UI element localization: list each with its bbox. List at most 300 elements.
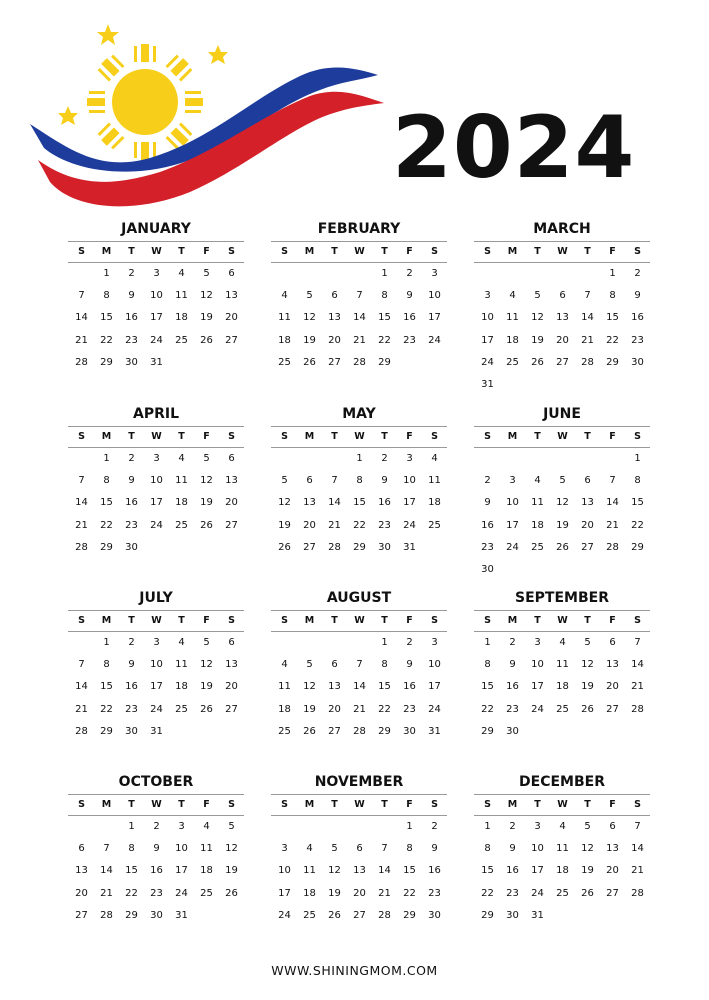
day-cell: 18 xyxy=(175,681,188,693)
day-cell: 17 xyxy=(428,312,441,324)
day-cell: 15 xyxy=(403,865,416,877)
day-cell: 1 xyxy=(609,268,616,279)
weekday-label: T xyxy=(584,615,591,626)
day-cell: 18 xyxy=(428,497,441,509)
weekday-label: F xyxy=(609,246,616,257)
day-cell: 19 xyxy=(581,681,594,693)
day-cell: 27 xyxy=(225,334,238,346)
day-cell: 12 xyxy=(200,475,213,487)
day-cell: 11 xyxy=(278,681,291,693)
day-cell: 11 xyxy=(303,865,316,877)
day-cell: 9 xyxy=(634,290,641,302)
day-cell: 25 xyxy=(556,703,569,715)
month-name: JULY xyxy=(139,590,173,606)
day-cell: 24 xyxy=(531,703,544,715)
day-cell: 14 xyxy=(75,312,88,324)
day-cell: 26 xyxy=(200,519,213,531)
day-cell: 18 xyxy=(278,703,291,715)
day-cell: 22 xyxy=(378,703,391,715)
day-cell: 28 xyxy=(631,887,644,899)
day-cell: 5 xyxy=(559,475,566,487)
day-cell: 13 xyxy=(328,312,341,324)
weekday-label: S xyxy=(431,246,438,257)
day-cell: 24 xyxy=(150,334,163,346)
day-cell: 6 xyxy=(356,843,363,855)
weekday-header-row xyxy=(474,794,650,816)
day-cell: 5 xyxy=(584,821,591,832)
day-cell: 12 xyxy=(200,659,213,671)
day-cell: 23 xyxy=(125,519,138,531)
day-cell: 29 xyxy=(403,909,416,921)
weekday-label: T xyxy=(331,799,338,810)
month-name: NOVEMBER xyxy=(314,774,404,790)
day-cell: 8 xyxy=(381,290,388,302)
weekday-label: M xyxy=(507,246,518,257)
day-cell: 10 xyxy=(428,659,441,671)
weekday-label: T xyxy=(128,799,135,810)
weekday-label: W xyxy=(557,246,568,257)
day-cell: 11 xyxy=(506,312,519,324)
day-cell: 10 xyxy=(150,659,163,671)
day-cell: 18 xyxy=(175,497,188,509)
month-block-february xyxy=(271,220,447,400)
day-cell: 19 xyxy=(531,334,544,346)
weekday-label: T xyxy=(584,799,591,810)
day-cell: 6 xyxy=(609,821,616,832)
day-cell: 12 xyxy=(531,312,544,324)
day-cell: 9 xyxy=(431,843,438,855)
day-cell: 22 xyxy=(378,334,391,346)
day-cell: 25 xyxy=(428,519,441,531)
day-cell: 18 xyxy=(531,519,544,531)
day-cell: 8 xyxy=(609,290,616,302)
day-cell: 22 xyxy=(100,703,113,715)
weekday-label: M xyxy=(507,615,518,626)
day-cell: 6 xyxy=(609,637,616,648)
month-block-november xyxy=(271,773,447,953)
day-cell: 18 xyxy=(303,887,316,899)
day-cell: 26 xyxy=(278,541,291,553)
day-cell: 11 xyxy=(200,843,213,855)
month-name: JUNE xyxy=(543,406,581,422)
weekday-label: S xyxy=(484,799,491,810)
day-cell: 4 xyxy=(281,290,288,302)
weekday-header-row xyxy=(474,610,650,632)
website-footer: WWW.SHININGMOM.COM xyxy=(271,963,438,978)
day-cell: 20 xyxy=(225,497,238,509)
month-name: MARCH xyxy=(533,221,591,237)
day-cell: 15 xyxy=(100,312,113,324)
day-cell: 15 xyxy=(125,865,138,877)
day-cell: 6 xyxy=(228,637,235,648)
weekday-label: F xyxy=(406,615,413,626)
day-cell: 27 xyxy=(353,909,366,921)
day-cell: 30 xyxy=(506,909,519,921)
day-cell: 6 xyxy=(331,659,338,671)
day-cell: 27 xyxy=(581,541,594,553)
day-cell: 21 xyxy=(353,334,366,346)
day-cell: 23 xyxy=(150,887,163,899)
day-cell: 26 xyxy=(303,356,316,368)
day-cell: 13 xyxy=(225,475,238,487)
day-cell: 20 xyxy=(225,681,238,693)
weekday-header-row xyxy=(271,794,447,816)
day-cell: 7 xyxy=(634,821,641,832)
day-cell: 29 xyxy=(378,356,391,368)
day-cell: 22 xyxy=(353,519,366,531)
day-cell: 21 xyxy=(75,703,88,715)
day-cell: 29 xyxy=(606,356,619,368)
weekday-label: W xyxy=(151,246,162,257)
day-cell: 14 xyxy=(631,843,644,855)
weekday-label: S xyxy=(634,615,641,626)
day-cell: 31 xyxy=(150,356,163,368)
weekday-label: S xyxy=(78,615,85,626)
day-cell: 16 xyxy=(125,312,138,324)
day-cell: 30 xyxy=(150,909,163,921)
weekday-label: S xyxy=(228,246,235,257)
day-cell: 10 xyxy=(506,497,519,509)
day-cell: 13 xyxy=(606,843,619,855)
weekday-label: T xyxy=(534,799,541,810)
day-cell: 24 xyxy=(531,887,544,899)
day-cell: 11 xyxy=(556,843,569,855)
day-cell: 29 xyxy=(100,541,113,553)
day-cell: 23 xyxy=(506,703,519,715)
day-cell: 16 xyxy=(125,497,138,509)
day-cell: 30 xyxy=(403,725,416,737)
day-cell: 30 xyxy=(631,356,644,368)
day-cell: 26 xyxy=(581,703,594,715)
day-cell: 19 xyxy=(200,312,213,324)
day-cell: 24 xyxy=(403,519,416,531)
day-cell: 24 xyxy=(506,541,519,553)
day-cell: 9 xyxy=(406,290,413,302)
weekday-label: S xyxy=(484,246,491,257)
day-cell: 22 xyxy=(403,887,416,899)
day-cell: 19 xyxy=(303,334,316,346)
day-cell: 19 xyxy=(303,703,316,715)
day-cell: 17 xyxy=(428,681,441,693)
day-cell: 8 xyxy=(484,659,491,671)
day-cell: 15 xyxy=(606,312,619,324)
weekday-label: M xyxy=(101,799,112,810)
day-cell: 13 xyxy=(556,312,569,324)
day-cell: 3 xyxy=(153,268,160,279)
day-cell: 13 xyxy=(353,865,366,877)
day-cell: 9 xyxy=(406,659,413,671)
weekday-header-row xyxy=(474,241,650,263)
weekday-label: T xyxy=(381,799,388,810)
weekday-label: S xyxy=(281,431,288,442)
day-cell: 22 xyxy=(606,334,619,346)
day-cell: 23 xyxy=(631,334,644,346)
day-cell: 12 xyxy=(328,865,341,877)
day-cell: 8 xyxy=(406,843,413,855)
day-cell: 8 xyxy=(103,475,110,487)
day-cell: 14 xyxy=(606,497,619,509)
weekday-label: F xyxy=(609,431,616,442)
day-cell: 15 xyxy=(378,681,391,693)
weekday-label: S xyxy=(431,431,438,442)
weekday-label: M xyxy=(101,615,112,626)
day-cell: 26 xyxy=(581,887,594,899)
day-cell: 19 xyxy=(225,865,238,877)
day-cell: 14 xyxy=(100,865,113,877)
day-cell: 7 xyxy=(78,659,85,671)
weekday-label: T xyxy=(534,246,541,257)
day-cell: 24 xyxy=(175,887,188,899)
weekday-label: S xyxy=(78,799,85,810)
day-cell: 1 xyxy=(406,821,413,832)
weekday-label: S xyxy=(634,799,641,810)
day-cell: 16 xyxy=(506,681,519,693)
day-cell: 29 xyxy=(100,725,113,737)
day-cell: 28 xyxy=(581,356,594,368)
day-cell: 23 xyxy=(125,703,138,715)
day-cell: 12 xyxy=(225,843,238,855)
month-block-july xyxy=(68,589,244,769)
day-cell: 7 xyxy=(356,659,363,671)
day-cell: 6 xyxy=(228,453,235,464)
day-cell: 20 xyxy=(606,865,619,877)
weekday-label: W xyxy=(151,431,162,442)
day-cell: 21 xyxy=(606,519,619,531)
day-cell: 15 xyxy=(100,681,113,693)
day-cell: 15 xyxy=(353,497,366,509)
day-cell: 22 xyxy=(125,887,138,899)
day-cell: 6 xyxy=(331,290,338,302)
day-cell: 30 xyxy=(125,356,138,368)
day-cell: 13 xyxy=(75,865,88,877)
day-cell: 3 xyxy=(153,453,160,464)
day-cell: 22 xyxy=(100,519,113,531)
day-cell: 24 xyxy=(428,334,441,346)
day-cell: 24 xyxy=(278,909,291,921)
day-cell: 10 xyxy=(150,475,163,487)
weekday-label: T xyxy=(178,615,185,626)
day-cell: 9 xyxy=(484,497,491,509)
day-cell: 4 xyxy=(559,637,566,648)
day-cell: 25 xyxy=(531,541,544,553)
day-cell: 27 xyxy=(328,725,341,737)
day-cell: 25 xyxy=(175,703,188,715)
day-cell: 31 xyxy=(531,909,544,921)
weekday-label: W xyxy=(557,799,568,810)
weekday-label: T xyxy=(128,246,135,257)
weekday-label: F xyxy=(609,799,616,810)
day-cell: 13 xyxy=(303,497,316,509)
weekday-header-row xyxy=(474,426,650,448)
day-cell: 11 xyxy=(278,312,291,324)
day-cell: 1 xyxy=(128,821,135,832)
day-cell: 8 xyxy=(103,659,110,671)
weekday-label: M xyxy=(507,799,518,810)
day-cell: 2 xyxy=(128,268,135,279)
day-cell: 5 xyxy=(584,637,591,648)
day-cell: 23 xyxy=(506,887,519,899)
weekday-label: S xyxy=(484,431,491,442)
day-cell: 19 xyxy=(278,519,291,531)
day-cell: 29 xyxy=(631,541,644,553)
day-cell: 26 xyxy=(556,541,569,553)
day-cell: 7 xyxy=(356,290,363,302)
day-cell: 19 xyxy=(200,497,213,509)
day-cell: 12 xyxy=(303,681,316,693)
day-cell: 23 xyxy=(481,541,494,553)
day-cell: 14 xyxy=(353,681,366,693)
day-cell: 5 xyxy=(203,268,210,279)
day-cell: 20 xyxy=(581,519,594,531)
weekday-label: T xyxy=(331,431,338,442)
day-cell: 11 xyxy=(175,659,188,671)
day-cell: 8 xyxy=(128,843,135,855)
weekday-label: T xyxy=(178,246,185,257)
day-cell: 30 xyxy=(125,541,138,553)
day-cell: 27 xyxy=(606,703,619,715)
day-cell: 27 xyxy=(225,519,238,531)
day-cell: 7 xyxy=(331,475,338,487)
month-name: JANUARY xyxy=(121,221,191,237)
day-cell: 7 xyxy=(381,843,388,855)
day-cell: 10 xyxy=(481,312,494,324)
day-cell: 21 xyxy=(581,334,594,346)
weekday-label: T xyxy=(584,431,591,442)
day-cell: 20 xyxy=(328,703,341,715)
weekday-label: T xyxy=(331,246,338,257)
day-cell: 31 xyxy=(428,725,441,737)
weekday-header-row xyxy=(271,241,447,263)
day-cell: 2 xyxy=(634,268,641,279)
day-cell: 30 xyxy=(481,564,494,575)
day-cell: 22 xyxy=(481,703,494,715)
day-cell: 23 xyxy=(125,334,138,346)
weekday-label: S xyxy=(431,615,438,626)
day-cell: 28 xyxy=(75,541,88,553)
weekday-label: T xyxy=(128,431,135,442)
year-title: 2024 xyxy=(392,98,636,198)
weekday-label: T xyxy=(178,799,185,810)
day-cell: 14 xyxy=(328,497,341,509)
day-cell: 8 xyxy=(381,659,388,671)
day-cell: 3 xyxy=(431,637,438,648)
day-cell: 2 xyxy=(153,821,160,832)
day-cell: 19 xyxy=(556,519,569,531)
day-cell: 20 xyxy=(353,887,366,899)
day-cell: 18 xyxy=(200,865,213,877)
day-cell: 1 xyxy=(381,637,388,648)
month-name: DECEMBER xyxy=(519,774,605,790)
day-cell: 22 xyxy=(100,334,113,346)
day-cell: 21 xyxy=(631,865,644,877)
day-cell: 28 xyxy=(606,541,619,553)
day-cell: 20 xyxy=(556,334,569,346)
day-cell: 3 xyxy=(431,268,438,279)
day-cell: 6 xyxy=(78,843,85,855)
day-cell: 17 xyxy=(278,887,291,899)
weekday-label: W xyxy=(557,431,568,442)
day-cell: 4 xyxy=(178,637,185,648)
day-cell: 20 xyxy=(328,334,341,346)
day-cell: 11 xyxy=(531,497,544,509)
day-cell: 5 xyxy=(203,453,210,464)
day-cell: 25 xyxy=(175,334,188,346)
month-name: OCTOBER xyxy=(118,774,194,790)
day-cell: 27 xyxy=(606,887,619,899)
day-cell: 21 xyxy=(328,519,341,531)
day-cell: 9 xyxy=(128,475,135,487)
day-cell: 13 xyxy=(225,290,238,302)
day-cell: 23 xyxy=(403,703,416,715)
day-cell: 3 xyxy=(281,843,288,855)
day-cell: 24 xyxy=(150,519,163,531)
day-cell: 16 xyxy=(506,865,519,877)
day-cell: 23 xyxy=(378,519,391,531)
day-cell: 13 xyxy=(581,497,594,509)
day-cell: 27 xyxy=(303,541,316,553)
day-cell: 27 xyxy=(75,909,88,921)
day-cell: 12 xyxy=(581,843,594,855)
day-cell: 17 xyxy=(481,334,494,346)
weekday-label: S xyxy=(431,799,438,810)
weekday-header-row xyxy=(68,794,244,816)
day-cell: 18 xyxy=(556,865,569,877)
day-cell: 26 xyxy=(200,334,213,346)
weekday-label: W xyxy=(354,431,365,442)
day-cell: 18 xyxy=(556,681,569,693)
day-cell: 3 xyxy=(534,821,541,832)
weekday-label: S xyxy=(634,246,641,257)
day-cell: 8 xyxy=(634,475,641,487)
weekday-label: S xyxy=(78,431,85,442)
day-cell: 10 xyxy=(531,843,544,855)
month-block-april xyxy=(68,405,244,585)
month-block-august xyxy=(271,589,447,769)
day-cell: 4 xyxy=(431,453,438,464)
day-cell: 25 xyxy=(556,887,569,899)
day-cell: 28 xyxy=(631,703,644,715)
day-cell: 27 xyxy=(328,356,341,368)
weekday-label: M xyxy=(304,246,315,257)
day-cell: 1 xyxy=(103,268,110,279)
weekday-label: S xyxy=(281,615,288,626)
day-cell: 7 xyxy=(584,290,591,302)
day-cell: 2 xyxy=(128,637,135,648)
weekday-header-row xyxy=(271,610,447,632)
day-cell: 4 xyxy=(203,821,210,832)
day-cell: 5 xyxy=(203,637,210,648)
day-cell: 16 xyxy=(125,681,138,693)
day-cell: 27 xyxy=(556,356,569,368)
day-cell: 4 xyxy=(559,821,566,832)
day-cell: 30 xyxy=(125,725,138,737)
day-cell: 15 xyxy=(100,497,113,509)
day-cell: 26 xyxy=(531,356,544,368)
day-cell: 26 xyxy=(225,887,238,899)
day-cell: 20 xyxy=(225,312,238,324)
day-cell: 25 xyxy=(278,725,291,737)
day-cell: 20 xyxy=(606,681,619,693)
day-cell: 3 xyxy=(153,637,160,648)
day-cell: 14 xyxy=(75,497,88,509)
day-cell: 26 xyxy=(303,725,316,737)
day-cell: 9 xyxy=(153,843,160,855)
day-cell: 15 xyxy=(481,681,494,693)
weekday-label: T xyxy=(331,615,338,626)
day-cell: 4 xyxy=(306,843,313,855)
day-cell: 12 xyxy=(556,497,569,509)
day-cell: 5 xyxy=(534,290,541,302)
